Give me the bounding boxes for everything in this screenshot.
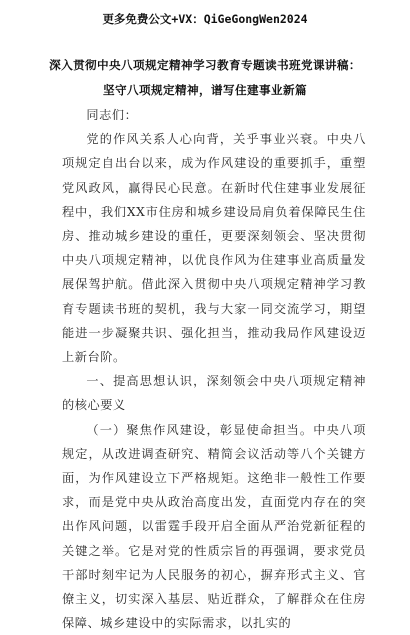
section-heading-1: 一、提高思想认识，深刻领会中央八项规定精神的核心要义 (62, 374, 366, 413)
promo-banner: 更多免费公文+VX：QiGeGongWen2024 (102, 12, 308, 26)
document-title-line2: 坚守八项规定精神，谱写住建事业新篇 (103, 83, 307, 97)
document-body (62, 103, 366, 635)
document-title-line1: 深入贯彻中央八项规定精神学习教育专题读书班党课讲稿： (49, 58, 361, 72)
paragraph-intro: 党的作风关系人心向背，关乎事业兴衰。中央八项规定自出台以来，成为作风建设的重要抓手，重塑党风政风，赢得民心民意。在新时代住建事业发展征程中，我们XX市住房和城乡建设局肩负着保障民生住房、推动城乡建设的重任，更要深刻领会、坚决贯彻中央八项规定精神，以优良作风为住建事业高质量发展保驾护航。借此深入贯彻中央八项规定精神学习教育专题读书班的契机，我与大家一同交流学习，期望能进一步凝聚共识、强化担当，推动我局作风建设迈上新台阶。 (62, 132, 366, 365)
salutation: 同志们： (86, 108, 138, 122)
paragraph-subsection-1: （一）聚焦作风建设，彰显使命担当。中央八项规定，从改进调查研究、精简会议活动等八个关键方面，为作风建设立下严格规矩。这绝非一般性工作要求，而是党中央从政治高度出发，直面党内存在的突出作风问题，以雷霆手段开启全面从严治党新征程的关键之举。它是对党的性质宗旨的再强调，要求党员干部时刻牢记为人民服务的初心，摒弃形式主义、官僚主义，切实深入基层、贴近群众，了解群众在住房保障、城乡建设中的实际需求，以扎实的 (62, 422, 366, 631)
